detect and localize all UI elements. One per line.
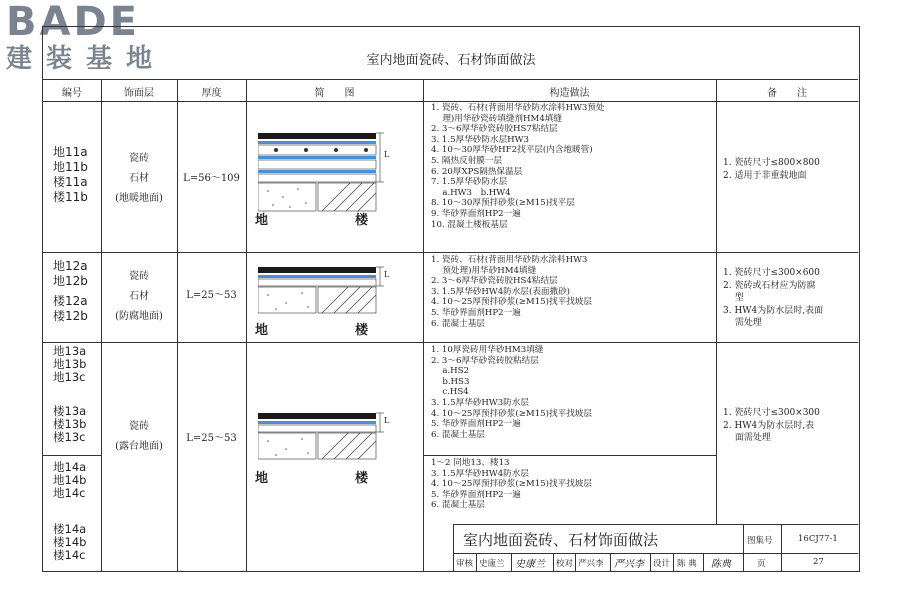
tile-layer <box>258 133 376 139</box>
code-label: 楼13b <box>53 417 87 431</box>
row3-dim-label: L <box>384 416 390 425</box>
header-method: 构造做法 <box>549 87 590 99</box>
method-step: 8. 10～30厚预拌砂浆(≥M15)找平层 <box>431 198 575 209</box>
row2-codes <box>53 259 88 324</box>
leveling-layer <box>258 425 376 432</box>
method-step: 3. 1.5厚华砂HW4防水层 <box>431 468 529 479</box>
method-step: 1. 10厚瓷砖用华砂HM3填缝 <box>431 345 544 355</box>
method-step: 4. 10～25厚预拌砂浆(≥M15)找平找坡层 <box>431 479 592 490</box>
layer-label: 石材 <box>129 173 149 184</box>
logo-text-cn: 建装基地 <box>6 44 167 74</box>
method-step: 1. 瓷砖、石材(背面用华砂防水涂料HW3 <box>431 255 588 265</box>
note-line: 2. HW4为防水层时,表 <box>723 420 815 431</box>
drawing-sheet <box>42 26 860 572</box>
method-step: 1～2 同地13、楼13 <box>431 458 510 468</box>
header-notes: 备 注 <box>767 87 807 99</box>
code-label: 地12a <box>53 259 88 273</box>
method-step: 6. 20厚XPS隔热保温层 <box>431 166 523 177</box>
method-step: 5. 华砂界面剂HP2一遍 <box>431 419 521 430</box>
ground-base <box>258 287 316 313</box>
leveling-layer <box>258 174 376 182</box>
row3-ground-label: 地 <box>255 471 269 486</box>
code-label: 地13b <box>53 357 87 371</box>
row2-section-diagram <box>258 263 398 323</box>
code-label: 地14a <box>53 460 87 474</box>
col-line-4 <box>423 79 424 571</box>
atlas-number: 16CJ77-1 <box>798 534 838 544</box>
tb-sep <box>673 553 674 571</box>
layer-label: (露台地面) <box>115 441 163 452</box>
note-line: 1. 瓷砖尺寸≤800×800 <box>723 158 820 168</box>
header-thickness: 厚度 <box>201 87 222 99</box>
note-line: 型 <box>723 293 744 303</box>
row1-method-list <box>431 103 605 230</box>
method-step: 10. 混凝土楼板基层 <box>431 219 508 230</box>
atlas-label: 图集号 <box>747 536 773 546</box>
row1-ground-label: 地 <box>255 213 269 228</box>
review-label: 审核 <box>456 559 474 569</box>
heating-pipe <box>304 148 308 152</box>
checker-signature: 严兴李 <box>614 559 644 570</box>
row3-codes-c <box>53 461 86 500</box>
row3-codes-d <box>53 523 86 562</box>
method-step: 6. 混凝土基层 <box>431 500 485 511</box>
ground-base <box>258 433 316 459</box>
row3-codes-a <box>53 345 86 384</box>
code-label: 楼14a <box>53 522 87 536</box>
check-label: 校对 <box>556 559 574 569</box>
row3-method-list-a <box>431 345 592 440</box>
note-line: 3. HW4为防水层时,表面 <box>723 305 824 316</box>
titleblock-mid-line <box>453 553 858 554</box>
tb-sep <box>650 553 651 571</box>
method-step: 预处理)用华砂HM4填缝 <box>431 265 537 276</box>
row1-bottom-line <box>43 252 858 253</box>
header-top-line <box>43 79 858 80</box>
titleblock-col-line <box>743 524 744 571</box>
row1-floor-label: 楼 <box>355 213 369 228</box>
code-label: 地11b <box>53 160 88 174</box>
row3-floor-label: 楼 <box>355 471 369 486</box>
method-step: 3. 1.5厚华砂防水层HW3 <box>431 134 529 145</box>
waterproof-layer-2 <box>258 170 376 173</box>
titleblock-top-line <box>453 524 858 525</box>
logo-text-en: BADE <box>6 0 140 45</box>
method-step: 3. 1.5厚华砂HW3防水层 <box>431 397 529 408</box>
layer-label: (地暖地面) <box>115 193 163 204</box>
code-label: 楼14b <box>53 535 87 549</box>
waterproof-layer <box>258 275 376 278</box>
code-label: 地14b <box>53 473 87 487</box>
row3-thickness: L=25～53 <box>186 433 237 444</box>
leveling-layer <box>258 279 376 286</box>
method-step: 2. 3～6厚华砂瓷砖胶HS7粘结层 <box>431 124 558 135</box>
designer-name: 陈 典 <box>677 559 697 569</box>
code-label: 地13c <box>53 370 86 384</box>
method-step: 2. 3～6厚华砂瓷砖胶粘结层 <box>431 355 539 366</box>
row2-layer <box>101 267 177 327</box>
slab-base <box>318 183 376 211</box>
row1-notes <box>723 157 820 182</box>
layer-label: 瓷砖 <box>129 271 149 282</box>
method-step: 2. 3～6厚华砂瓷砖胶HS4粘结层 <box>431 276 558 287</box>
row1-codes <box>53 145 88 205</box>
titleblock-title: 室内地面瓷砖、石材饰面做法 <box>463 531 659 549</box>
row1-dim-label: L <box>384 150 390 159</box>
col-line-5 <box>716 79 717 524</box>
method-step: 6. 混凝土基层 <box>431 429 485 440</box>
tb-sep <box>610 553 611 571</box>
layer-label: 瓷砖 <box>129 153 149 164</box>
heating-pipe <box>274 148 278 152</box>
tb-sep <box>703 553 704 571</box>
designer-signature: 陈典 <box>711 559 731 570</box>
heating-pipe <box>364 148 368 152</box>
row2-method-list <box>431 255 592 329</box>
code-label: 楼11a <box>53 175 88 189</box>
row1-thickness: L=56～109 <box>183 173 240 184</box>
code-label: 地13a <box>53 344 87 358</box>
note-line: 2. 瓷砖或石材应为防腐 <box>723 280 816 291</box>
method-step: 理)用华砂瓷砖填缝剂HM4填缝 <box>431 113 562 124</box>
method-step: 5. 隔热反射膜一层 <box>431 155 503 166</box>
code-label: 楼14c <box>53 548 86 562</box>
heating-pipe <box>334 148 338 152</box>
code-label: 楼13a <box>53 404 87 418</box>
reflective-film <box>258 156 376 159</box>
page-title: 室内地面瓷砖、石材饰面做法 <box>366 53 536 68</box>
method-step: 1. 瓷砖、石材(背面用华砂防水涂料HW3预处 <box>431 103 605 113</box>
page-label: 页 <box>757 559 766 569</box>
row2-notes <box>723 267 823 330</box>
ground-base <box>258 183 316 211</box>
row1-layer <box>101 149 177 209</box>
row2-floor-label: 楼 <box>355 323 369 338</box>
reviewer-signature: 史康兰 <box>515 559 545 570</box>
code-label: 地14c <box>53 486 86 500</box>
design-label: 设计 <box>653 559 671 569</box>
code-label: 地12b <box>53 274 88 288</box>
note-line: 面需处理 <box>723 433 771 443</box>
layer-label: (防腐地面) <box>115 311 163 322</box>
tile-layer <box>258 413 376 419</box>
code-label: 楼13c <box>53 430 86 444</box>
header-bottom-line <box>43 101 858 102</box>
header-layer: 饰面层 <box>124 87 154 99</box>
method-step: b.HS3 <box>431 376 470 387</box>
header-diagram: 简 图 <box>314 87 355 99</box>
checker-name: 严兴李 <box>578 559 604 569</box>
col-line-2 <box>177 79 178 571</box>
row2-dim-label: L <box>384 270 390 279</box>
row3-method-list-b <box>431 458 592 511</box>
method-step: c.HS4 <box>431 387 469 398</box>
note-line: 1. 瓷砖尺寸≤300×600 <box>723 268 820 278</box>
page-number: 27 <box>813 557 824 567</box>
method-step: 9. 华砂界面剂HP2一遍 <box>431 208 521 219</box>
titleblock-left-line <box>453 524 454 571</box>
tb-sep <box>575 553 576 571</box>
method-step: 4. 10～25厚预拌砂浆(≥M15)找平找坡层 <box>431 297 592 308</box>
note-line: 1. 瓷砖尺寸≤300×300 <box>723 408 820 418</box>
row3-section-diagram <box>258 409 398 469</box>
method-step: a.HS2 <box>431 366 470 377</box>
waterproof-layer <box>258 421 376 424</box>
tb-sep <box>553 553 554 571</box>
method-step: 7. 1.5厚华砂防水层 <box>431 177 508 188</box>
row1-section-diagram <box>258 127 398 237</box>
xps-insulation <box>258 160 376 169</box>
header-code: 编号 <box>62 87 82 99</box>
reviewer-name: 史康兰 <box>479 559 505 569</box>
method-step: 5. 华砂界面剂HP2一遍 <box>431 307 521 318</box>
method-step: 4. 10～30厚华砂HF2找平层(内含地暖管) <box>431 145 593 156</box>
tb-sep <box>511 553 512 571</box>
row3-codes-b <box>53 405 86 444</box>
tb-sep <box>476 553 477 571</box>
row3-split-line-method <box>423 455 716 456</box>
code-label: 楼12b <box>53 309 88 323</box>
row3-layer <box>101 417 177 457</box>
tile-layer <box>258 267 376 273</box>
code-label: 楼12a <box>53 294 88 308</box>
col-line-3 <box>246 79 247 571</box>
row3-notes <box>723 407 820 445</box>
code-label: 地11a <box>53 145 88 159</box>
layer-label: 瓷砖 <box>129 421 149 432</box>
method-step: 3. 1.5厚华砂HW4防水层(表面撒砂) <box>431 286 571 297</box>
row3-split-line-code <box>43 455 101 456</box>
note-line: 2. 适用于非重载地面 <box>723 170 807 181</box>
code-label: 楼11b <box>53 190 88 204</box>
waterproof-layer <box>258 141 376 144</box>
titleblock-col-line-2 <box>781 524 782 571</box>
row2-bottom-line <box>43 342 858 343</box>
row2-thickness: L=25～53 <box>186 290 237 301</box>
layer-label: 石材 <box>129 291 149 302</box>
method-step: a.HW3 b.HW4 <box>431 187 511 198</box>
method-step: 5. 华砂界面剂HP2一遍 <box>431 489 521 500</box>
method-step: 6. 混凝土基层 <box>431 318 485 329</box>
row2-ground-label: 地 <box>255 323 269 338</box>
note-line: 需处理 <box>723 318 762 328</box>
method-step: 4. 10～25厚预拌砂浆(≥M15)找平找坡层 <box>431 408 592 419</box>
